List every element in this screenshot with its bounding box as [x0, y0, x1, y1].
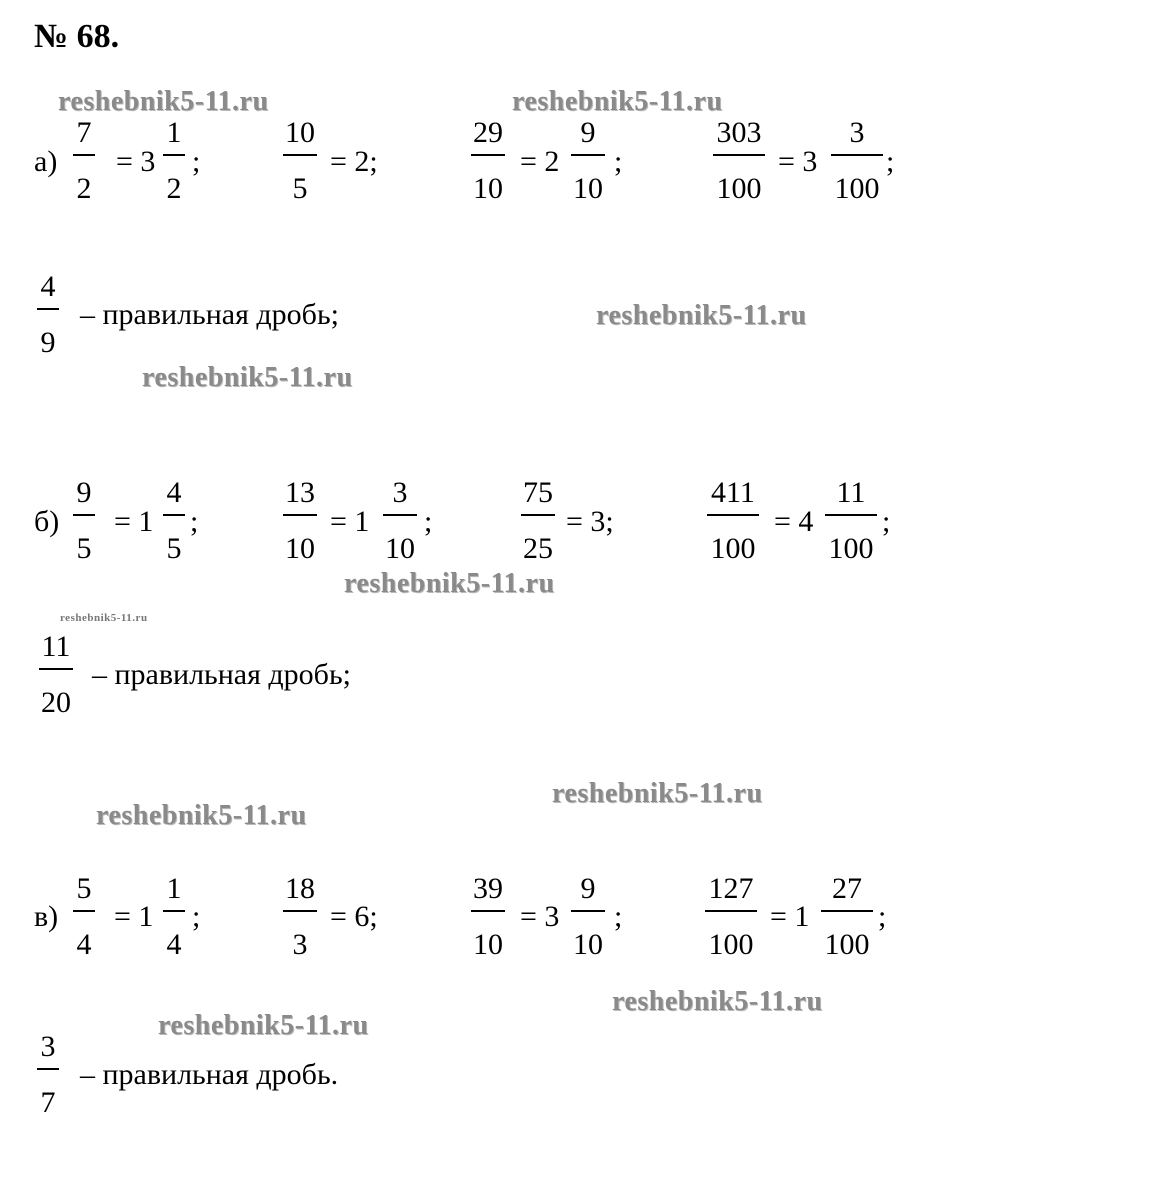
equals: = 1 [770, 900, 810, 933]
equals: = 3 [778, 145, 818, 178]
semicolon: ; [886, 145, 895, 178]
watermark: reshebnik5-11.ru [612, 986, 823, 1017]
fraction: 5 4 [64, 874, 104, 966]
label-b: б) [34, 505, 60, 538]
equals: = 1 [114, 505, 154, 538]
fraction: 7 2 [64, 118, 104, 210]
label-a: а) [34, 145, 58, 178]
fraction: 1 4 [154, 874, 194, 966]
equals: = 2; [330, 145, 378, 178]
fraction: 1 2 [154, 118, 194, 210]
equals: = 4 [774, 505, 814, 538]
semicolon: ; [882, 505, 891, 538]
watermark: reshebnik5-11.ru [58, 86, 269, 117]
fraction: 27 100 [820, 874, 874, 966]
watermark: reshebnik5-11.ru [158, 1010, 369, 1041]
fraction: 9 10 [573, 872, 603, 961]
fraction: 3 10 [385, 476, 415, 565]
semicolon: ; [190, 505, 199, 538]
semicolon: ; [192, 145, 201, 178]
watermark-small: reshebnik5-11.ru [60, 612, 148, 624]
watermark: reshebnik5-11.ru [596, 300, 807, 331]
label-v: в) [34, 900, 59, 933]
fraction: 39 10 [473, 872, 503, 961]
semicolon: ; [424, 505, 433, 538]
semicolon: ; [614, 145, 623, 178]
equals: = 1 [114, 900, 154, 933]
equals: = 2 [520, 145, 560, 178]
watermark: reshebnik5-11.ru [142, 362, 353, 393]
fraction: 4 9 [28, 272, 68, 364]
fraction: 9 5 [64, 478, 104, 570]
fraction: 13 10 [285, 476, 315, 565]
semicolon: ; [614, 900, 623, 933]
fraction: 127 100 [704, 874, 758, 966]
semicolon: ; [878, 900, 887, 933]
watermark: reshebnik5-11.ru [96, 800, 307, 831]
fraction: 3 7 [28, 1032, 68, 1124]
fraction: 9 10 [573, 116, 603, 205]
fraction: 75 25 [523, 476, 553, 565]
equals: = 1 [330, 505, 370, 538]
semicolon: ; [192, 900, 201, 933]
watermark: reshebnik5-11.ru [512, 86, 723, 117]
equals: = 3 [116, 145, 156, 178]
note-text: – правильная дробь; [80, 298, 339, 331]
watermark: reshebnik5-11.ru [344, 568, 555, 599]
fraction: 10 5 [285, 116, 315, 205]
watermark: reshebnik5-11.ru [552, 778, 763, 809]
fraction: 29 10 [473, 116, 503, 205]
equals: = 3 [520, 900, 560, 933]
problem-title: № 68. [34, 18, 120, 55]
fraction: 4 5 [154, 478, 194, 570]
note-text: – правильная дробь; [92, 658, 351, 691]
fraction: 18 3 [285, 872, 315, 961]
fraction: 411 100 [706, 478, 760, 570]
note-text: – правильная дробь. [80, 1058, 339, 1091]
equals: = 6; [330, 900, 378, 933]
equals: = 3; [566, 505, 614, 538]
fraction: 11 100 [824, 478, 878, 570]
fraction: 11 20 [41, 630, 71, 719]
fraction: 303 100 [712, 118, 766, 210]
fraction: 3 100 [830, 118, 884, 210]
